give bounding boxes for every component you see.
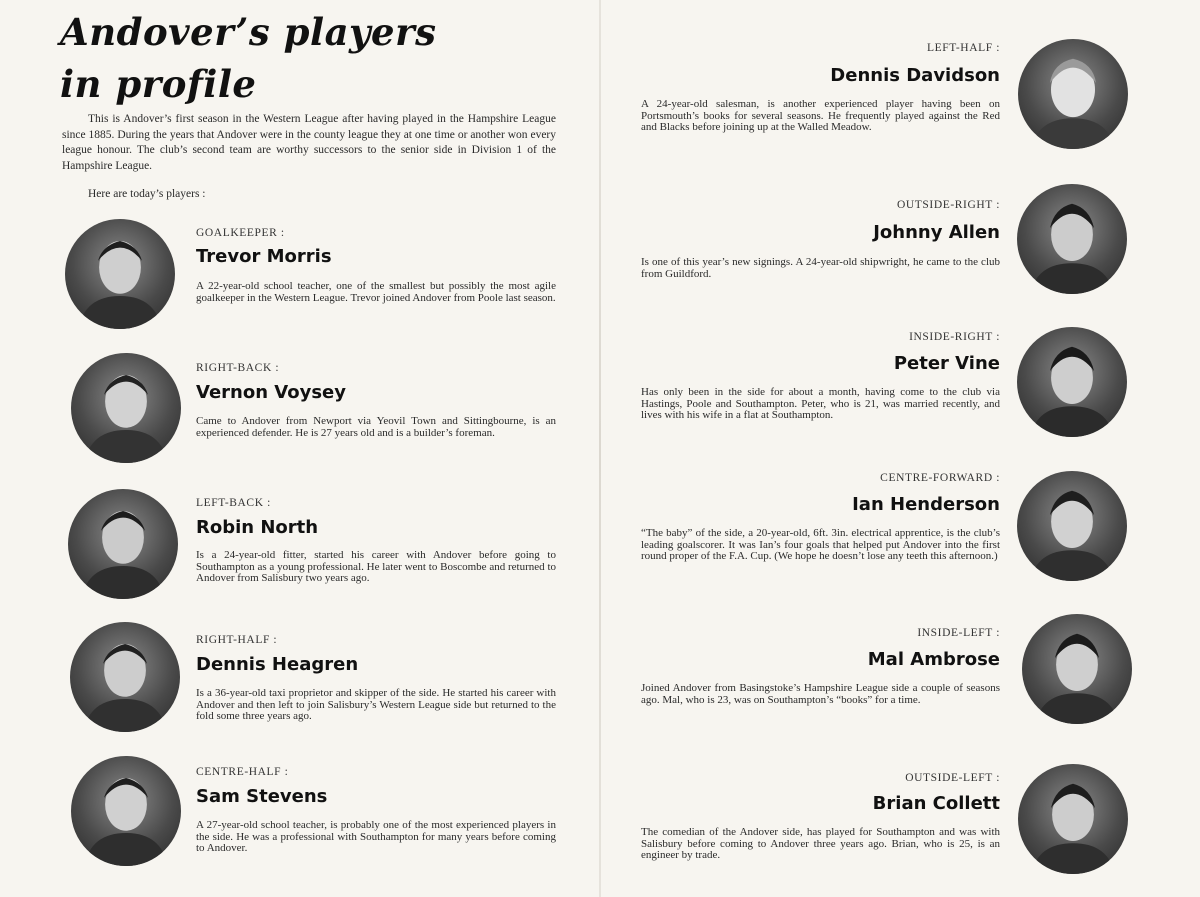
player-position: RIGHT-HALF : <box>196 634 278 646</box>
player-description: Came to Andover from Newport via Yeovil Town and Sittingbourne, is an experienced defender. He is 27 years old and is a builder’s foreman. <box>196 415 556 439</box>
player-name: Dennis Davidson <box>830 65 1000 86</box>
player-description: Joined Andover from Basingstoke’s Hampshire League side a couple of seasons ago. Mal, who is 23, was on Southampton’s “books” for a time. <box>641 682 1000 706</box>
player-photo <box>71 756 181 866</box>
player-position: LEFT-HALF : <box>927 42 1000 54</box>
player-description: Is one of this year’s new signings. A 24-year-old shipwright, he came to the club from Guildford. <box>641 256 1000 280</box>
player-position: LEFT-BACK : <box>196 497 271 509</box>
player-position: INSIDE-LEFT : <box>917 627 1000 639</box>
player-description: A 27-year-old school teacher, is probably one of the most experienced players in the side. He was a professional with Southampton for many years before coming to Andover. <box>196 819 556 854</box>
player-description: Is a 36-year-old taxi proprietor and skipper of the side. He started his career with Andover and then left to join Salisbury’s Western League side but returned to the fold some three years ago. <box>196 687 556 722</box>
player-name: Vernon Voysey <box>196 382 346 403</box>
title-line-2: in profile <box>60 62 257 106</box>
player-name: Mal Ambrose <box>867 649 1000 670</box>
player-description: Has only been in the side for about a month, having come to the club via Hastings, Poole and Southampton. Peter, who is 21, was married recently, and lives with his wife in a flat at Southampton. <box>641 386 1000 421</box>
player-position: RIGHT-BACK : <box>196 362 280 374</box>
player-name: Johnny Allen <box>873 222 1000 243</box>
player-name: Ian Henderson <box>852 494 1000 515</box>
player-photo <box>71 353 181 463</box>
player-description: The comedian of the Andover side, has played for Southampton and was with Salisbury before coming to Andover three years ago. Brian, who is 25, is an engineer by trade. <box>641 826 1000 861</box>
player-name: Peter Vine <box>893 353 1000 374</box>
player-photo <box>1018 764 1128 874</box>
player-name: Trevor Morris <box>196 246 332 267</box>
player-description: “The baby” of the side, a 20-year-old, 6ft. 3in. electrical apprentice, is the club’s leading goalscorer. It was Ian’s four goals that helped put Andover into the first round proper of the F.A. Cup. (We hope he doesn’t lose any teeth this afternoon.) <box>641 527 1000 562</box>
player-photo <box>68 489 178 599</box>
player-position: CENTRE-FORWARD : <box>880 472 1000 484</box>
player-position: GOALKEEPER : <box>196 227 285 239</box>
player-description: Is a 24-year-old fitter, started his career with Andover before going to Southampton as a young professional. He later went to Boscombe and returned to Andover from Salisbury two years ago. <box>196 549 556 584</box>
page-title <box>60 6 436 110</box>
player-position: OUTSIDE-RIGHT : <box>896 199 1000 211</box>
player-photo <box>1022 614 1132 724</box>
player-description: A 24-year-old salesman, is another experienced player having been on Portsmouth’s books for several seasons. He frequently played against the Red and Blacks before joining up at the Walled Meadow. <box>641 98 1000 133</box>
player-photo <box>65 219 175 329</box>
player-name: Brian Collett <box>872 793 1000 814</box>
player-position: OUTSIDE-LEFT : <box>905 772 1000 784</box>
page-fold <box>599 0 601 897</box>
title-line-1: Andover’s players <box>60 10 437 54</box>
player-description: A 22-year-old school teacher, one of the smallest but possibly the most agile goalkeeper in the Western League. Trevor joined Andover from Poole last season. <box>196 280 556 304</box>
player-photo <box>70 622 180 732</box>
player-photo <box>1017 184 1127 294</box>
player-position: INSIDE-RIGHT : <box>909 331 1000 343</box>
player-photo <box>1017 327 1127 437</box>
todays-players-line: Here are today’s players : <box>88 188 206 200</box>
player-position: CENTRE-HALF : <box>196 766 289 778</box>
intro-paragraph: This is Andover’s first season in the Western League after having played in the Hampshire League since 1885. During the years that Andover were in the county league they at one time or another won every league honour. The club’s second team are worthy successors to the senior side in Division 1 of the Hampshire League. <box>62 113 556 172</box>
player-name: Dennis Heagren <box>196 654 359 675</box>
player-name: Robin North <box>196 517 319 538</box>
player-photo <box>1018 39 1128 149</box>
player-name: Sam Stevens <box>196 786 328 807</box>
player-photo <box>1017 471 1127 581</box>
